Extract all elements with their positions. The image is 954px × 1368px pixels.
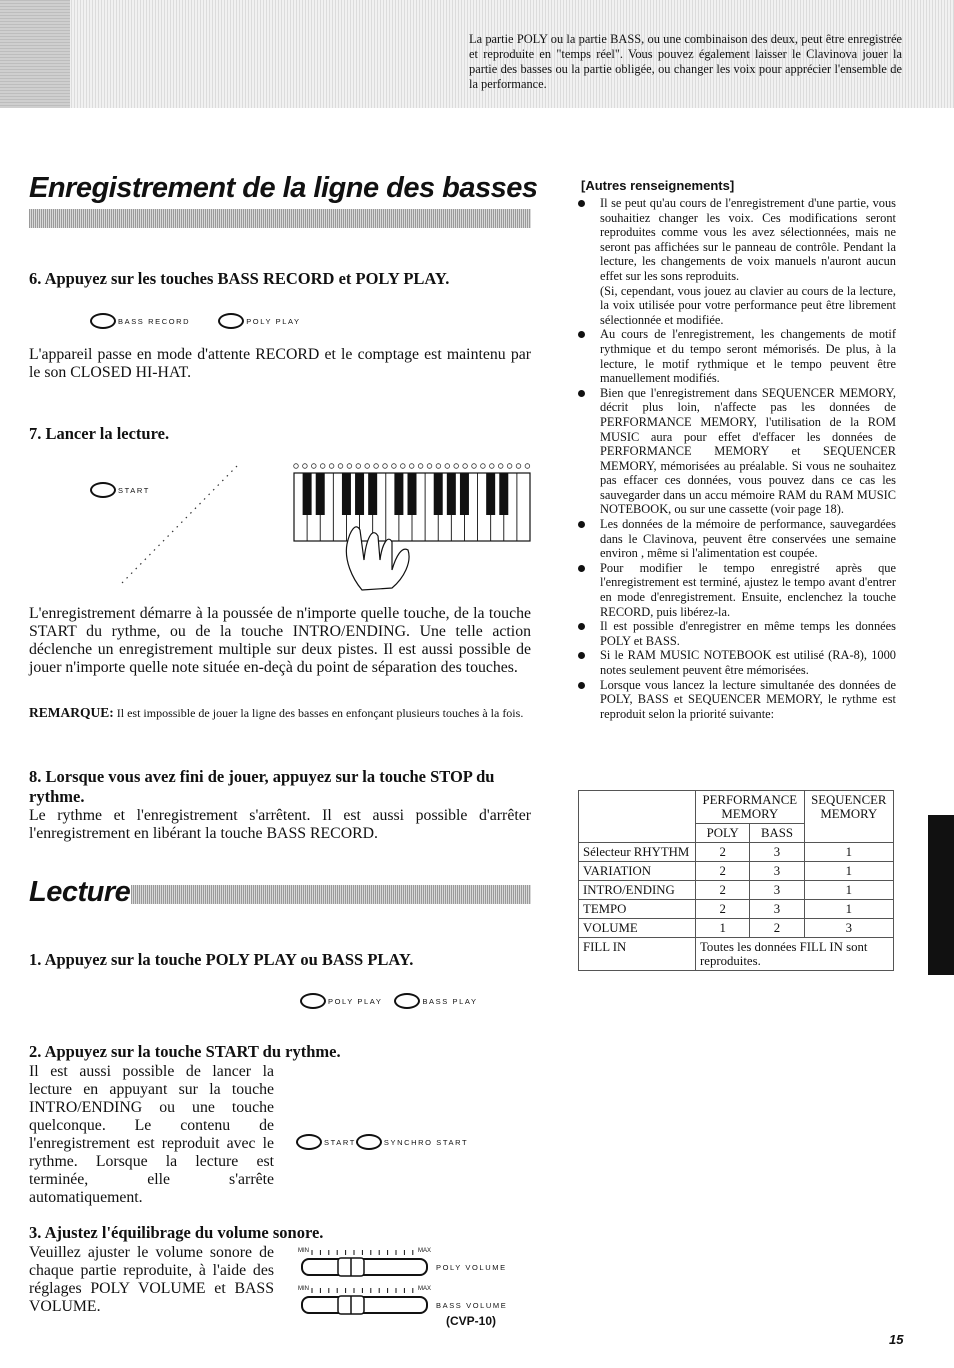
lamp [490,464,495,469]
note-text: Lorsque vous lancez la lecture simultanée des données de POLY, BASS et SEQUENCER MEMORY, le rythme est reproduit selon la priorité suivante: [600,677,896,721]
bullet [578,623,585,630]
black-key [486,473,495,515]
lamp [401,464,406,469]
note-item [578,561,896,619]
note-text: Les données de la mémoire de performance, sauvegardées dans le Clavinova, peuvent être conservées une semaine environ , même si l'alimentation est coupée. [600,517,896,561]
note-item [578,327,896,385]
bullet [578,390,585,397]
table-cell: 2 [696,881,750,900]
bass-volume-slider[interactable] [298,1286,508,1316]
lamp [481,464,486,469]
poly-play-button[interactable] [218,313,244,329]
poly-play-label: POLY PLAY [328,996,383,1006]
table-row-fill-in [579,938,894,971]
bullet [578,682,585,689]
page-edge-tab [928,815,954,975]
black-key [460,473,469,515]
lamp [320,464,325,469]
note-text: Il se peut qu'au cours de l'enregistrement d'une partie, vous souhaitiez changer les voix. Ces modifications seront reproduites comme vous les avez sélectionnées, mais ne seront pas affichées sur le panneau de contrôle. Pendant la lecture, les changements de voix manuels n'auront aucun effet sur les sons reproduits. [600,196,896,283]
row-label: INTRO/ENDING [579,881,696,900]
play-step1-buttons [300,992,478,1010]
step6-body: L'appareil passe en mode d'attente RECORD et le comptage est maintenu par le son CLOSED HI-HAT. [29,346,531,381]
lamp [498,464,503,469]
row-label: Sélecteur RHYTHM [579,843,696,862]
lamp [427,464,432,469]
bullet [578,200,585,207]
page-number: 15 [889,1332,904,1347]
table-cell: 3 [750,881,804,900]
remark-label: REMARQUE: [29,705,114,720]
table-cell: 3 [804,919,893,938]
lamp [445,464,450,469]
black-key [434,473,443,515]
play-step2-heading: 2. Appuyez sur la touche START du rythme. [29,1042,341,1061]
lamp [303,464,308,469]
step7-heading: 7. Lancer la lecture. [29,424,170,443]
table-cell: 1 [804,900,893,919]
remark-text: Il est impossible de jouer la ligne des basses en enfonçant plusieurs touches à la fois. [116,706,524,720]
note-item [578,648,896,677]
black-key [394,473,403,515]
poly-volume-slider[interactable] [298,1248,508,1278]
notes-list [578,196,896,721]
play-step3-body: Veuillez ajuster le volume sonore de chaque partie reproduite, à l'aide des réglages POLY VOLUME et BASS VOLUME. [29,1244,274,1315]
lamp-row [294,464,530,469]
header-sequencer-memory: SEQUENCER MEMORY [804,791,893,843]
lamp [294,464,299,469]
header-band-edge [0,0,70,108]
playback-title-rule [131,885,531,904]
lamp [392,464,397,469]
poly-volume-label: POLY VOLUME [436,1263,507,1272]
table-row [579,862,894,881]
bass-play-button[interactable] [394,993,420,1009]
min-label: MIN [298,1248,309,1254]
note-text: Si le RAM MUSIC NOTEBOOK est utilisé (RA-8), 1000 notes seulement peuvent être mémorisées. [600,648,896,677]
table-cell: 1 [696,919,750,938]
table-row [579,919,894,938]
fill-in-text: Toutes les données FILL IN sont reproduites. [696,938,894,971]
lamp [516,464,521,469]
bass-record-button[interactable] [90,313,116,329]
table-row [579,881,894,900]
model-number: (CVP-10) [446,1314,497,1328]
min-label: MIN [298,1286,309,1292]
note-text: Il est possible d'enregistrer en même temps les données POLY et BASS. [600,619,896,648]
lamp [454,464,459,469]
table-cell: 1 [804,881,893,900]
black-key [447,473,456,515]
lamp [347,464,352,469]
black-key [355,473,364,515]
play-step2-body: Il est aussi possible de lancer la lecture en appuyant sur la touche INTRO/ENDING ou une touche quelconque. Le contenu de l'enregistrement est reproduit avec le rythme. Lorsque la lecture est terminée, elle s'arrête automatiquement. [29,1063,274,1206]
play-step1-heading: 1. Appuyez sur la touche POLY PLAY ou BASS PLAY. [29,950,414,969]
table-cell: 3 [750,862,804,881]
table-row [579,900,894,919]
lamp [365,464,370,469]
table-header-row [579,791,894,824]
table-cell: 3 [750,843,804,862]
table-cell: 1 [804,843,893,862]
note-text: Pour modifier le tempo enregistré après que l'enregistrement est terminé, ajustez le tempo avant d'entrer en mode d'enregistrement. Ensuite, enclenchez la touche RECORD, puis libérez-la. [600,560,896,619]
dotted-guide-line [115,462,245,588]
play-step3-heading: 3. Ajustez l'équilibrage du volume sonore. [29,1223,324,1242]
row-label: TEMPO [579,900,696,919]
lamp [374,464,379,469]
lamp [312,464,317,469]
title-rule [29,209,531,228]
table-cell: 2 [696,843,750,862]
remark [29,706,531,721]
step7-body: L'enregistrement démarre à la poussée de n'importe quelle touche, de la touche START du rythme, ou de la touche INTRO/ENDING. Une telle action déclenche un enregistrement multiple sur deux pistes. Il est aussi possible de jouer n'importe quelle note située en-deçà du point de séparation des touches. [29,605,531,676]
black-key [303,473,312,515]
row-label: VOLUME [579,919,696,938]
intro-text: La partie POLY ou la partie BASS, ou une combinaison des deux, peut être enregistrée et reproduite en "temps réel". Vous pouvez également laisser le Clavinova jouer la partie des basses ou la partie obligée, ou changer les voix pour apprécier l'ensemble de la performance. [469,32,902,91]
step8-heading: 8. Lorsque vous avez fini de jouer, appuyez sur la touche STOP du rythme. [29,767,495,806]
note-item [578,619,896,648]
note-item [578,678,896,722]
fill-in-label: FILL IN [579,938,696,971]
bullet [578,652,585,659]
priority-table [578,790,894,971]
lamp [338,464,343,469]
poly-play-label: POLY PLAY [246,316,301,326]
max-label: MAX [418,1248,432,1254]
bass-volume-label: BASS VOLUME [436,1301,508,1310]
poly-play-button[interactable] [300,993,326,1009]
step6-heading: 6. Appuyez sur les touches BASS RECORD et POLY PLAY. [29,269,450,288]
start-label: START [324,1137,356,1147]
note-extra: (Si, cependant, vous jouez au clavier au cours de la lecture, la voix utilisée pour votre performance peut être librement sélectionnée et modifiée. [600,283,896,327]
synchro-start-label: SYNCHRO START [383,1137,469,1147]
black-key [342,473,351,515]
bullet [578,521,585,528]
lamp [436,464,441,469]
table-cell: 1 [804,862,893,881]
start-label: START [118,485,150,495]
step6-buttons [90,312,301,330]
note-item [578,517,896,561]
bass-record-label: BASS RECORD [118,316,191,326]
header-bass: BASS [750,824,804,843]
note-item [578,196,896,327]
header-poly: POLY [696,824,750,843]
bass-play-label: BASS PLAY [422,996,478,1006]
header-performance-memory: PERFORMANCE MEMORY [696,791,805,824]
table-cell: 2 [750,919,804,938]
table-cell: 2 [696,900,750,919]
note-text: Bien que l'enregistrement dans SEQUENCER MEMORY, décrit plus loin, n'affecte pas les données de PERFORMANCE MEMORY, l'utilisation de la ROM MUSIC aura pour effet d'effacer les données de PERFORMANCE MEMORY et SEQUENCER MEMORY, mémorisées au préalable. Si vous ne souhaitez pas effacer ces données, vous pouvez dans ce cas les sauvegarder dans un accu mémoire RAM du RAM MUSIC NOTEBOOK, ou sur une cassette (voir page 18). [600,385,896,517]
lamp [472,464,477,469]
max-label: MAX [418,1286,432,1292]
synchro-start-button[interactable] [356,1134,382,1150]
start-button[interactable] [296,1134,322,1150]
table-cell: 2 [696,862,750,881]
step8-body: Le rythme et l'enregistrement s'arrêtent. Il est aussi possible d'arrêter l'enregistrement en libérant la touche BASS RECORD. [29,807,531,842]
bullet [578,565,585,572]
black-key [408,473,417,515]
black-key [316,473,325,515]
section-title-recording: Enregistrement de la ligne des basses [29,172,538,204]
row-label: VARIATION [579,862,696,881]
lamp [329,464,334,469]
play-step2-buttons [296,1133,468,1151]
keyboard-illustration [292,460,534,595]
bullet [578,331,585,338]
lamp [356,464,361,469]
note-text: Au cours de l'enregistrement, les changements de motif rythmique et du tempo seront mémorisés. De plus, à la lecture, le motif rythmique et le tempo peuvent être manuellement modifiés. [600,327,896,386]
table-cell: 3 [750,900,804,919]
lamp [383,464,388,469]
lamp [409,464,414,469]
lamp [418,464,423,469]
lamp [463,464,468,469]
black-key [499,473,508,515]
lamp [525,464,530,469]
black-key [368,473,377,515]
table-corner [579,791,696,843]
start-button[interactable] [90,482,116,498]
notes-heading: [Autres renseignements] [581,178,735,193]
section-title-playback: Lecture [29,876,131,908]
note-item [578,386,896,517]
table-row [579,843,894,862]
lamp [507,464,512,469]
